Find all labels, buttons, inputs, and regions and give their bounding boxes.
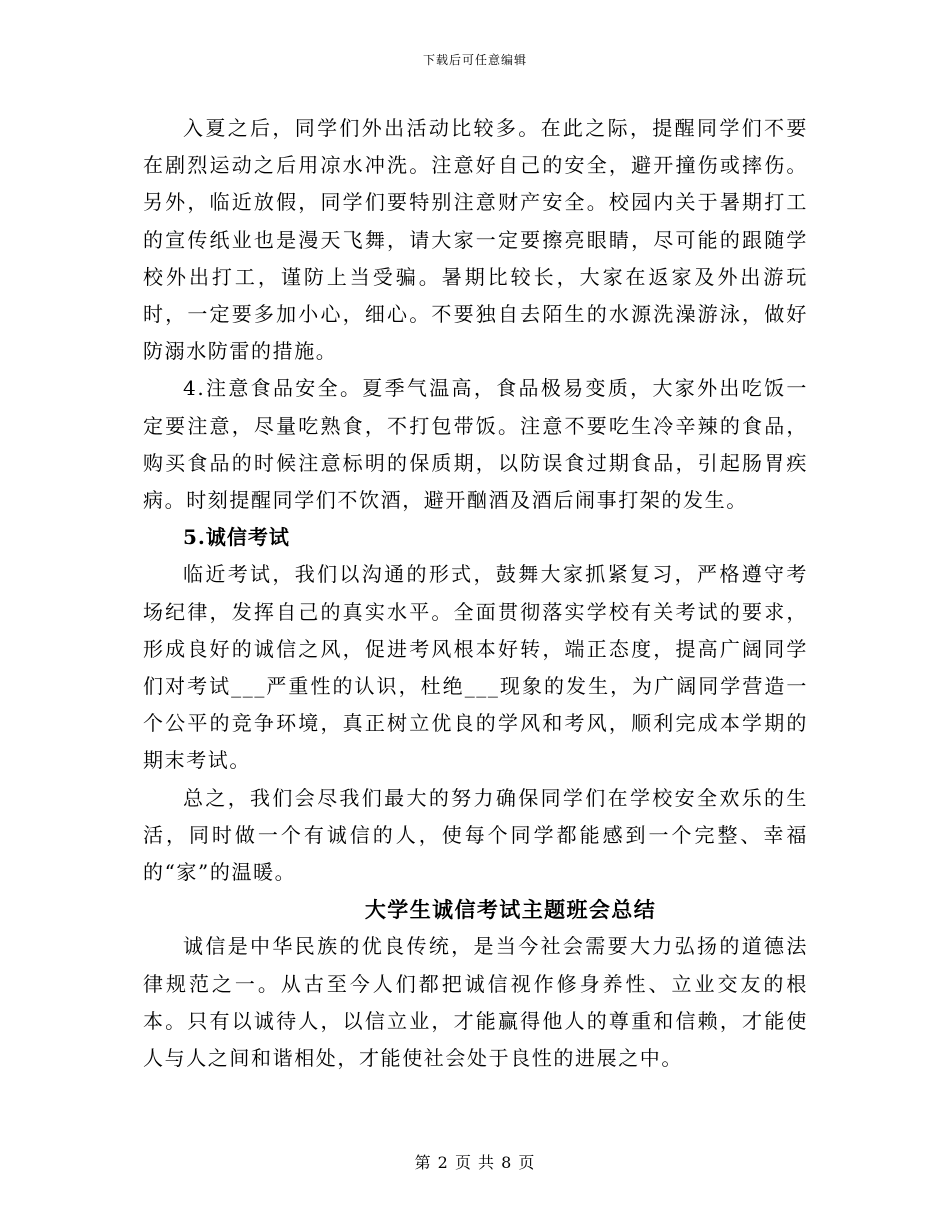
paragraph-conclusion: 总之，我们会尽我们最大的努力确保同学们在学校安全欢乐的生活，同时做一个有诚信的人，使每个同学都能感到一个完整、幸福的“家”的温暖。 (143, 785, 808, 885)
page-number-footer: 第 2 页 共 8 页 (414, 1153, 536, 1172)
paragraph-exam-discipline: 临近考试，我们以沟通的形式，鼓舞大家抓紧复习，严格遵守考场纪律，发挥自己的真实水平。全面贯彻落实学校有关考试的要求，形成良好的诚信之风，促进考风根本好转，端正态度，提高广阔同学们对考试___严重性的认识，杜绝___现象的发生，为广阔同学营造一个公平的竞争环境，真正树立优良的学风和考风，顺利完成本学期的期末考试。 (143, 562, 808, 773)
paragraph-integrity-intro: 诚信是中华民族的优良传统，是当今社会需要大力弘扬的道德法律规范之一。从古至今人们都把诚信视作修身养性、立业交友的根本。只有以诚待人，以信立业，才能赢得他人的尊重和信赖，才能使人与人之间和谐相处，才能使社会处于良性的进展之中。 (143, 934, 808, 1071)
paragraph-food-safety: 4.注意食品安全。夏季气温高，食品极易变质，大家外出吃饭一定要注意，尽量吃熟食，不打包带饭。注意不要吃生冷辛辣的食品，购买食品的时候注意标明的保质期，以防误食过期食品，引起肠胃疾病。时刻提醒同学们不饮酒，避开酗酒及酒后闹事打架的发生。 (143, 376, 808, 513)
document-body (143, 110, 808, 1077)
paragraph-summer-safety: 入夏之后，同学们外出活动比较多。在此之际，提醒同学们不要在剧烈运动之后用凉水冲洗。注意好自己的安全，避开撞伤或摔伤。另外，临近放假，同学们要特别注意财产安全。校园内关于暑期打工的宣传纸业也是漫天飞舞，请大家一定要擦亮眼睛，尽可能的跟随学校外出打工，谨防上当受骗。暑期比较长，大家在返家及外出游玩时，一定要多加小心，细心。不要独自去陌生的水源洗澡游泳，做好防溺水防雷的措施。 (143, 116, 808, 364)
page-header: 下载后可任意编辑 (422, 53, 527, 67)
document-title: 大学生诚信考试主题班会总结 (364, 897, 657, 923)
section-heading-honest-exam: 5.诚信考试 (183, 525, 290, 550)
